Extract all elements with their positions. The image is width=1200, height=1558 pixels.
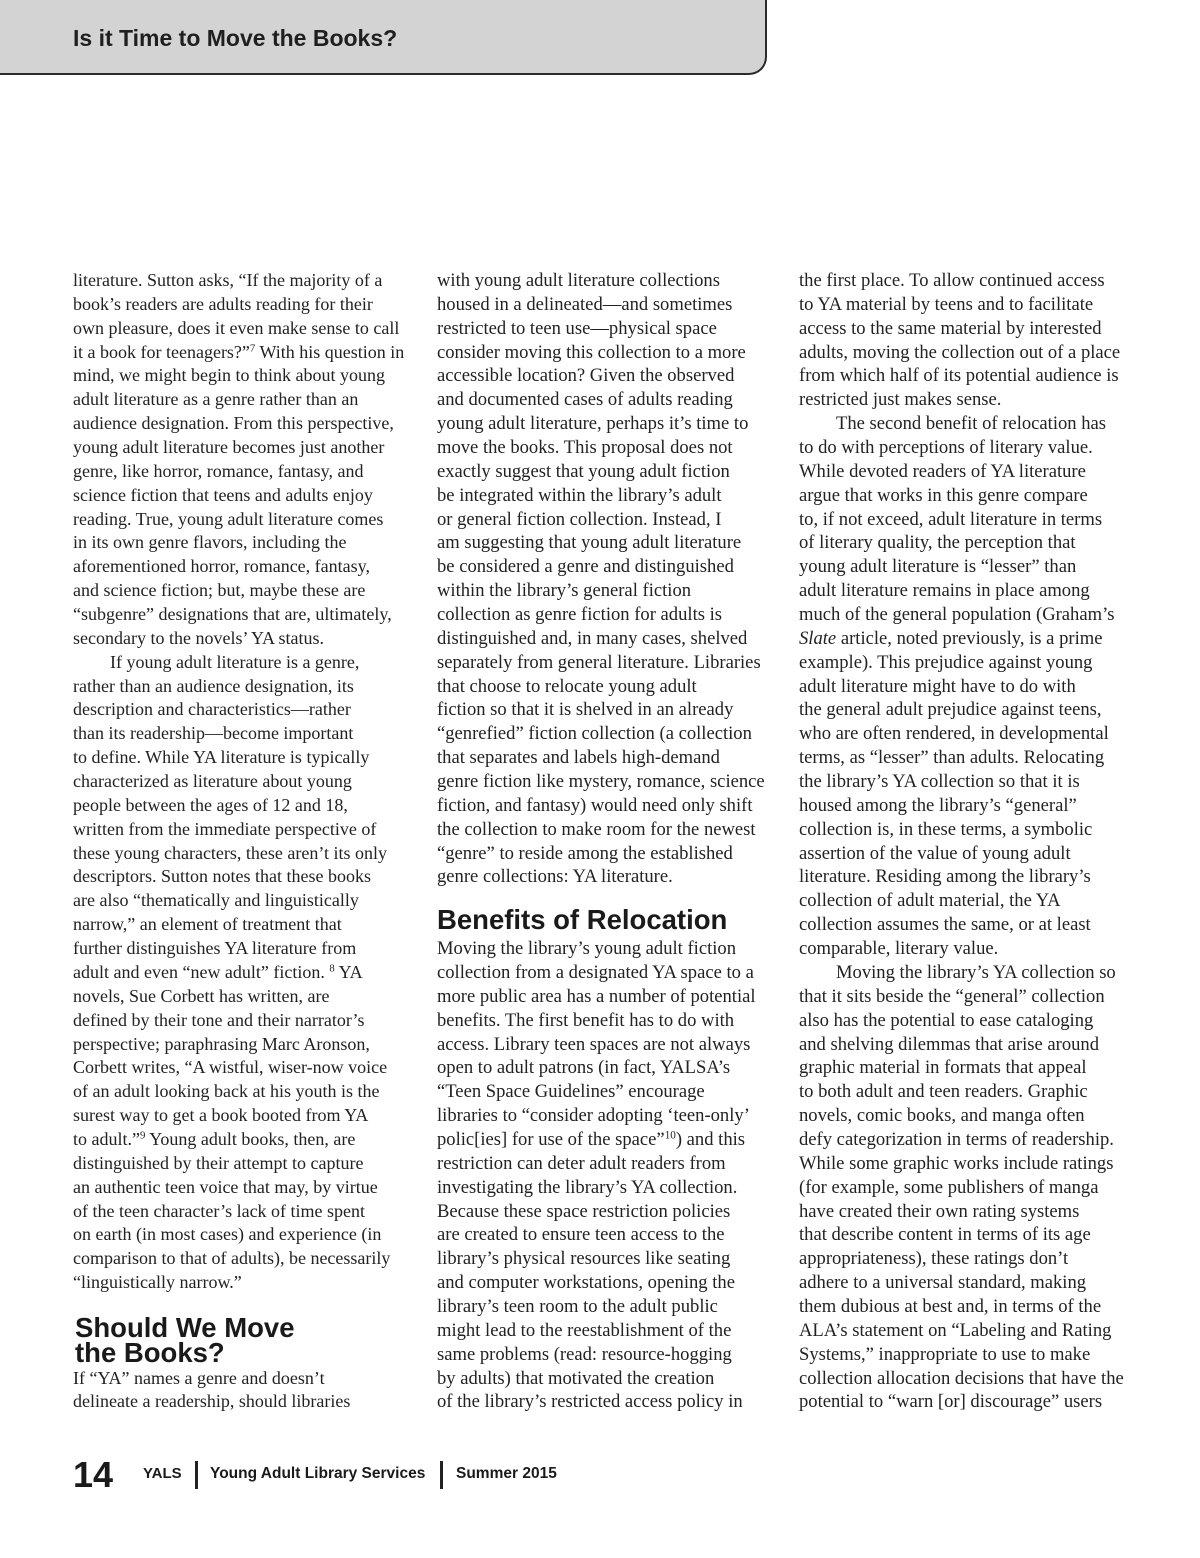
text-line: and documented cases of adults reading (437, 389, 733, 411)
text-line: of literary quality, the perception that (799, 532, 1076, 554)
text-line: to YA material by teens and to facilitate (799, 293, 1094, 315)
paragraph (799, 412, 1139, 961)
text-line: Systems,” inappropriate to use to make (799, 1343, 1091, 1365)
text-line: science fiction that teens and adults enjoy (73, 484, 373, 505)
article-column-3 (799, 269, 1139, 1414)
text-line: rather than an audience designation, its (73, 675, 354, 696)
text-line (437, 1128, 767, 1152)
text-line: and computer workstations, opening the (437, 1272, 735, 1294)
text-line: terms, as “lesser” than adults. Relocating (799, 747, 1105, 769)
section-heading-line: Benefits of Relocation (437, 904, 728, 936)
text-line: comparable, literary value. (799, 938, 999, 960)
text-line: more public area has a number of potential (437, 985, 756, 1007)
issue-date: Summer 2015 (456, 1465, 557, 1482)
text-line: aforementioned horror, romance, fantasy, (73, 556, 370, 577)
text-line (73, 961, 403, 985)
text-line: characterized as literature about young (73, 771, 352, 792)
text-segment: ) and this (675, 1128, 746, 1150)
footnote-reference: 9 (139, 1129, 146, 1142)
page-number: 14 (73, 1454, 114, 1495)
paragraph (73, 269, 403, 651)
text-line: Moving the library’s young adult fiction (437, 938, 737, 960)
section-heading-line: Should We Move (75, 1312, 295, 1344)
text-line: also has the potential to ease cataloging (799, 1009, 1094, 1031)
text-line: collection assumes the same, or at least (799, 914, 1091, 936)
text-line: separately from general literature. Libraries (437, 651, 761, 673)
text-line: restricted to teen use—physical space (437, 317, 717, 339)
paragraph (799, 269, 1139, 412)
text-line: Moving the library’s YA collection so (836, 961, 1116, 983)
text-segment: YA (334, 961, 363, 982)
section-header-tab (0, 0, 767, 75)
text-line: collection allocation decisions that have the (799, 1367, 1124, 1389)
section-heading (437, 889, 767, 937)
text-line: investigating the library’s YA collection. (437, 1176, 738, 1198)
text-line: narrow,” an element of treatment that (73, 914, 342, 935)
text-line: mind, we might begin to think about young (73, 365, 385, 386)
text-line (73, 341, 403, 365)
text-line: of the teen character’s lack of time spent (73, 1200, 366, 1221)
paragraph (73, 651, 403, 1295)
text-segment: adult and even “new adult” fiction. (73, 961, 330, 982)
text-line: an authentic teen voice that may, by virtue (73, 1176, 378, 1197)
text-line (73, 1128, 403, 1152)
text-line: written from the immediate perspective of (73, 818, 377, 839)
text-line: literature. Residing among the library’s (799, 866, 1091, 888)
text-line: that describe content in terms of its age (799, 1224, 1091, 1246)
text-line: these young characters, these aren’t its only (73, 842, 388, 863)
text-line: adult literature might have to do with (799, 675, 1076, 697)
text-line: them dubious at best and, in terms of the (799, 1295, 1102, 1317)
text-line: accessible location? Given the observed (437, 365, 735, 387)
text-segment: With his question in (255, 341, 405, 362)
text-line: defy categorization in terms of readership. (799, 1128, 1114, 1150)
text-line: library’s physical resources like seating (437, 1248, 731, 1270)
text-line: and shelving dilemmas that arise around (799, 1033, 1100, 1055)
footnote-reference: 7 (249, 342, 256, 355)
text-line: that choose to relocate young adult (437, 675, 697, 697)
section-heading (73, 1295, 403, 1367)
text-line: book’s readers are adults reading for their (73, 293, 373, 314)
text-line: fiction so that it is shelved in an already (437, 699, 734, 721)
text-line: (for example, some publishers of manga (799, 1176, 1099, 1198)
text-line: who are often rendered, in developmental (799, 723, 1109, 745)
text-line: that it sits beside the “general” collection (799, 985, 1105, 1007)
text-line: the general adult prejudice against teens, (799, 699, 1102, 721)
footnote-reference: 8 (329, 962, 335, 975)
text-line: have created their own rating systems (799, 1200, 1080, 1222)
text-line: ALA’s statement on “Labeling and Rating (799, 1319, 1112, 1341)
text-line: are created to ensure teen access to the (437, 1224, 725, 1246)
section-heading-line: the Books? (75, 1337, 225, 1369)
text-line: than its readership—become important (73, 723, 354, 744)
text-line: collection is, in these terms, a symbolic (799, 818, 1093, 840)
article-column-2 (437, 269, 767, 1414)
text-line: the library’s YA collection so that it is (799, 771, 1080, 793)
text-line: genre collections: YA literature. (437, 866, 673, 888)
text-line: restricted just makes sense. (799, 389, 1002, 411)
text-line: While devoted readers of YA literature (799, 460, 1086, 482)
text-line: young adult literature becomes just another (73, 437, 385, 458)
text-line: If “YA” names a genre and doesn’t (73, 1367, 325, 1388)
text-line: appropriateness), these ratings don’t (799, 1248, 1069, 1270)
text-line: secondary to the novels’ YA status. (73, 627, 324, 648)
paragraph (437, 269, 767, 889)
text-line: to both adult and teen readers. Graphic (799, 1081, 1088, 1103)
text-line: be integrated within the library’s adult (437, 484, 722, 506)
text-line: graphic material in formats that appeal (799, 1057, 1087, 1079)
text-line: example). This prejudice against young (799, 651, 1093, 673)
text-line: If young adult literature is a genre, (110, 651, 360, 672)
text-line: surest way to get a book booted from YA (73, 1105, 369, 1126)
text-line: by adults) that motivated the creation (437, 1367, 715, 1389)
text-line: distinguished by their attempt to capture (73, 1152, 364, 1173)
running-header-title: Is it Time to Move the Books? (73, 25, 398, 51)
text-line: to do with perceptions of literary value. (799, 437, 1093, 459)
text-line: with young adult literature collections (437, 270, 720, 291)
text-line: delineate a readership, should libraries (73, 1391, 351, 1412)
text-line: same problems (read: resource-hogging (437, 1343, 732, 1365)
text-line: in its own genre flavors, including the (73, 532, 347, 553)
text-line: Because these space restriction policies (437, 1200, 731, 1222)
text-line: young adult literature, perhaps it’s time to (437, 413, 749, 435)
text-segment: article, noted previously, is a prime (836, 627, 1103, 649)
text-line: comparison to that of adults), be necessarily (73, 1248, 391, 1269)
text-line: distinguished and, in many cases, shelved (437, 627, 748, 649)
text-line: be considered a genre and distinguished (437, 556, 734, 578)
text-line: adult literature as a genre rather than an (73, 389, 359, 410)
text-line: libraries to “consider adopting ‘teen-only’ (437, 1105, 750, 1127)
text-line: reading. True, young adult literature comes (73, 508, 384, 529)
text-line: access. Library teen spaces are not always (437, 1033, 751, 1055)
text-line: genre fiction like mystery, romance, science (437, 771, 765, 793)
text-line: to define. While YA literature is typically (73, 747, 370, 768)
text-line: the collection to make room for the newest (437, 818, 756, 840)
text-line: on earth (in most cases) and experience (in (73, 1224, 382, 1245)
text-line: to, if not exceed, adult literature in terms (799, 508, 1103, 530)
text-line: restriction can deter adult readers from (437, 1152, 726, 1174)
text-line: While some graphic works include ratings (799, 1152, 1114, 1174)
footer-divider (440, 1461, 443, 1489)
text-line: housed in a delineated—and sometimes (437, 293, 733, 315)
publication-abbreviation: YALS (143, 1465, 182, 1482)
text-line: “linguistically narrow.” (73, 1272, 242, 1293)
text-line: own pleasure, does it even make sense to call (73, 317, 400, 338)
text-line: of an adult looking back at his youth is the (73, 1081, 380, 1102)
text-line: “genrefied” fiction collection (a collection (437, 723, 752, 745)
text-line: consider moving this collection to a more (437, 341, 746, 363)
text-line: that separates and labels high-demand (437, 747, 720, 769)
text-line: defined by their tone and their narrator’s (73, 1009, 365, 1030)
article-column-1 (73, 269, 403, 1414)
text-line: “Teen Space Guidelines” encourage (437, 1081, 705, 1103)
paragraph (799, 961, 1139, 1414)
publication-name: Young Adult Library Services (210, 1465, 426, 1482)
text-line: “subgenre” designations that are, ultimately, (73, 604, 392, 625)
text-line: benefits. The first benefit has to do with (437, 1009, 735, 1031)
text-line: adults, moving the collection out of a place (799, 341, 1121, 363)
text-line: collection of adult material, the YA (799, 890, 1061, 912)
text-line: exactly suggest that young adult fiction (437, 460, 730, 482)
text-segment: to adult.” (73, 1128, 140, 1149)
text-line: collection as genre fiction for adults is (437, 604, 723, 626)
text-line: young adult literature is “lesser” than (799, 556, 1077, 578)
text-line: Corbett writes, “A wistful, wiser-now voice (73, 1057, 388, 1078)
text-line: further distinguishes YA literature from (73, 938, 357, 959)
text-segment: it a book for teenagers?” (73, 341, 250, 362)
text-line: are also “thematically and linguistically (73, 890, 359, 911)
publication-title-italic: Slate (799, 627, 837, 649)
text-line: collection from a designated YA space to a (437, 961, 754, 983)
text-line: description and characteristics—rather (73, 699, 351, 720)
text-line: assertion of the value of young adult (799, 842, 1071, 864)
text-line: fiction, and fantasy) would need only shift (437, 794, 753, 816)
text-line: within the library’s general fiction (437, 580, 692, 602)
text-line: potential to “warn [or] discourage” users (799, 1391, 1103, 1413)
paragraph (73, 1367, 403, 1415)
text-line: the first place. To allow continued access (799, 270, 1105, 291)
text-line: literature. Sutton asks, “If the majority of a (73, 270, 383, 290)
text-line (799, 627, 1139, 651)
text-line: adult literature remains in place among (799, 580, 1090, 602)
text-line: much of the general population (Graham’s (799, 604, 1115, 626)
text-segment: polic[ies] for use of the space” (437, 1128, 665, 1150)
text-line: open to adult patrons (in fact, YALSA’s (437, 1057, 731, 1079)
footnote-reference: 10 (664, 1129, 676, 1142)
text-line: might lead to the reestablishment of the (437, 1319, 732, 1341)
text-line: argue that works in this genre compare (799, 484, 1088, 506)
text-line: perspective; paraphrasing Marc Aronson, (73, 1033, 370, 1054)
text-line: library’s teen room to the adult public (437, 1295, 718, 1317)
text-line: access to the same material by interested (799, 317, 1102, 339)
text-line: novels, Sue Corbett has written, are (73, 985, 330, 1006)
text-line: “genre” to reside among the established (437, 842, 733, 864)
text-line: or general fiction collection. Instead, I (437, 508, 722, 530)
text-line: novels, comic books, and manga often (799, 1105, 1085, 1127)
text-line: housed among the library’s “general” (799, 794, 1077, 816)
text-line: audience designation. From this perspective, (73, 413, 394, 434)
text-line: of the library’s restricted access policy in (437, 1391, 743, 1413)
text-segment: Young adult books, then, are (145, 1128, 356, 1149)
text-line: move the books. This proposal does not (437, 437, 733, 459)
text-line: and science fiction; but, maybe these are (73, 580, 366, 601)
text-line: people between the ages of 12 and 18, (73, 794, 348, 815)
text-line: descriptors. Sutton notes that these books (73, 866, 371, 887)
text-line: adhere to a universal standard, making (799, 1272, 1087, 1294)
footer-divider (195, 1461, 198, 1489)
text-line: from which half of its potential audience is (799, 365, 1119, 387)
paragraph (437, 937, 767, 1414)
text-line: am suggesting that young adult literature (437, 532, 742, 554)
text-line: genre, like horror, romance, fantasy, and (73, 460, 364, 481)
text-line: The second benefit of relocation has (836, 413, 1107, 435)
